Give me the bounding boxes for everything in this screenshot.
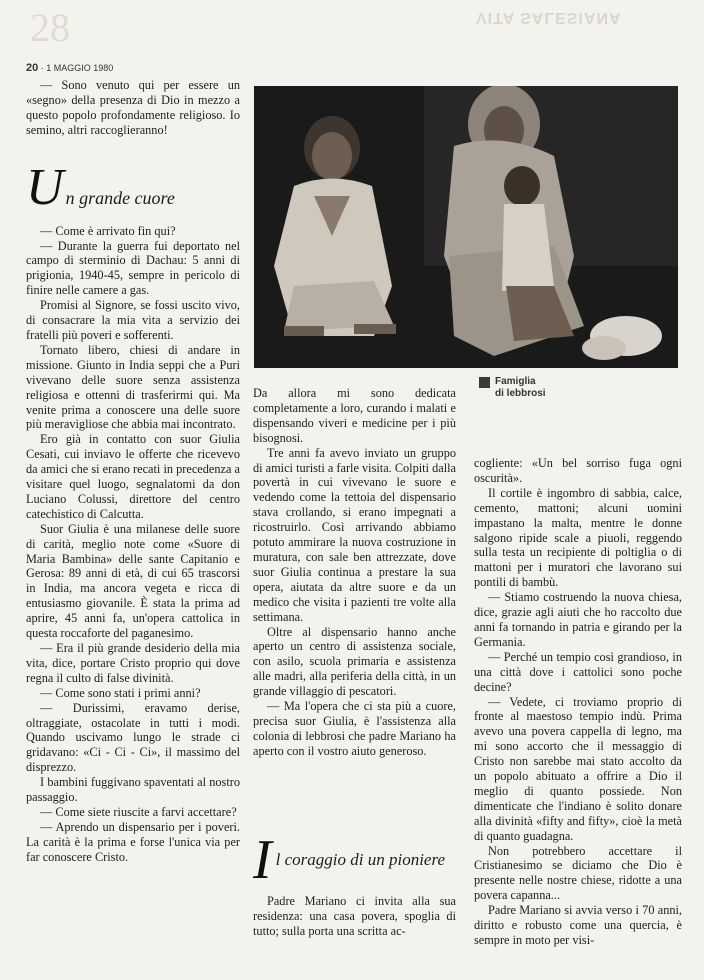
paragraph: Non potrebbero accettare il Cristianesimo se diciamo che Dio è presente nelle nostre chiese, ridotte a una povera capanna...	[474, 843, 682, 903]
paragraph: — Era il più grande desiderio della mia vita, dice, portare Cristo proprio qui dove regna il culto di false divinità.	[26, 641, 240, 685]
section-heading-grande-cuore	[26, 158, 240, 216]
paragraph: Il cortile è ingombro di sabbia, calce, cemento, mattoni; alcuni uomini impastano la malta, mentre le donne salgono ripide scale a piuoli, reggendo sulla testa un recipiente di poltiglia o di mattoni per i muratori che lavorano sui pontili di bambù.	[474, 485, 682, 590]
paragraph: Da allora mi sono dedicata completamente a loro, curando i malati e dispensando viveri e medicine per i più bisognosi.	[253, 386, 456, 445]
paragraph: Padre Mariano si avvia verso i 70 anni, diritto e robusto come una quercia, è sempre in moto per visi-	[474, 903, 682, 947]
ghost-page-number: 28	[30, 5, 70, 50]
paragraph: — Come è arrivato fin qui?	[40, 223, 176, 238]
paragraph: Promisi al Signore, se fossi uscito vivo, di consacrare la mia vita a servizio dei fratelli più poveri e sofferenti.	[26, 298, 240, 342]
caption-marker	[479, 377, 490, 388]
paragraph: — Sono venuto qui per essere un «segno» della presenza di Dio in mezzo a questo popolo profondamente religioso. Io semino, altri raccoglieranno!	[26, 78, 240, 137]
issue-date: · 1 MAGGIO 1980	[40, 63, 114, 73]
heading-initial: U	[26, 158, 64, 216]
paragraph: — Ma l'opera che ci sta più a cuore, precisa suor Giulia, è l'assistenza alla colonia di lebbrosi che padre Mariano ha aperto con il vostro aiuto generoso.	[253, 699, 456, 758]
paragraph: I bambini fuggivano spaventati al nostro passaggio.	[26, 775, 240, 805]
heading-text: l coraggio di un pioniere	[275, 850, 446, 869]
paragraph: — Vedete, ci troviamo proprio di fronte al maestoso tempio indù. Prima avevo una povera cappella di legno, ma mi sono accorto che il messaggio di Cristo non sarebbe mai stato accolto da un popolo abituato a offrire a Dio il meglio di quanto possiede. Non dimenticate che l'indiano è solito donare alla divinità «fifty and fifty», cioè la metà di quanto guadagna.	[474, 694, 682, 843]
heading-initial: I	[253, 829, 272, 891]
caption-line-1: Famiglia	[495, 376, 536, 387]
paragraph: Padre Mariano ci invita alla sua residenza: una casa povera, spoglia di tutto; sulla porta una scritta ac-	[253, 894, 456, 938]
column-2	[253, 386, 456, 759]
leper-family-photo	[254, 86, 678, 368]
paragraph: — Aprendo un dispensario per i poveri. La carità è la prima e forse l'unica via per far conoscere Cristo.	[26, 819, 240, 864]
paragraph: — Durante la guerra fui deportato nel campo di sterminio di Dachau: 5 anni di prigionia, 1940-45, sempre in pericolo di finire nelle camere a gas.	[26, 238, 240, 298]
page-number: 20	[26, 62, 39, 74]
section-heading-coraggio	[253, 829, 456, 891]
column-2-continued	[253, 894, 456, 939]
paragraph: Ero già in contatto con suor Giulia Cesati, cui inviavo le offerte che ricevevo da amici che si erano recati in precedenza a visitare quel luogo, segnalatomi da don Luciano Colussi, direttore del centro catechistico di Calcutta.	[26, 432, 240, 521]
paragraph: Tre anni fa avevo inviato un gruppo di amici turisti a farle visita. Colpiti dalla povertà in cui vivevano le suore e vedendo come la tettoia del dispensario stava crollando, si erano impegnati a ricostruirlo. Così arrivando abbiamo potuto ammirare la nuova costruzione in muratura, con sale ben attrezzate, dove suor Giulia continua a prestare la sua opera, aiutata da altre suore e da un medico che visita i pazienti tre volte alla settimana.	[253, 445, 456, 624]
folio	[26, 62, 113, 74]
ghost-running-title: VITA SALESIANA	[476, 9, 622, 26]
paragraph: Oltre al dispensario hanno anche aperto un centro di assistenza sociale, con asilo, scuola primaria e assistenza alle madri, alla periferia della città, in un grande villaggio di pescatori.	[253, 624, 456, 699]
column-1	[26, 78, 240, 865]
photo-caption	[479, 376, 546, 400]
paragraph: — Perché un tempio così grandioso, in una città dove i cattolici sono poche decine?	[474, 649, 682, 694]
caption-line-2: di lebbrosi	[495, 388, 546, 399]
paragraph: — Stiamo costruendo la nuova chiesa, dice, grazie agli aiuti che ho raccolto due anni fa tornando in patria e girando per la Germania.	[474, 590, 682, 649]
paragraph: Suor Giulia è una milanese delle suore di carità, meglio note come «Suore di Maria Bambina» delle sante Capitanio e Gerosa: 89 anni di età, di cui 65 trascorsi in India, ma ancora vegeta e ricca di entusiasmo giovanile. È stata la prima ad aprire, 45 anni fa, un'opera cattolica in questa roccaforte del paganesimo.	[26, 521, 240, 641]
paragraph: — Come siete riuscite a farvi accettare?	[40, 804, 237, 819]
heading-text: n grande cuore	[65, 187, 175, 208]
paragraph: Tornato libero, chiesi di andare in missione. Giunto in India seppi che a Puri vivevano delle suore senza assistenza religiosa e ottenni di trasferirmi qui. Ma venite prima a conoscere una delle suore più meravigliose che abbia mai incontrato.	[26, 342, 240, 432]
paragraph: cogliente: «Un bel sorriso fuga ogni oscurità».	[474, 456, 682, 485]
column-3	[474, 456, 682, 948]
paragraph: — Come sono stati i primi anni?	[40, 685, 201, 700]
paragraph: — Durissimi, eravamo derise, oltraggiate, ostacolate in tutti i modi. Quando uscivamo lungo le strade ci gridavano: «Ci - Ci - Ci», il massimo del disprezzo.	[26, 700, 240, 775]
